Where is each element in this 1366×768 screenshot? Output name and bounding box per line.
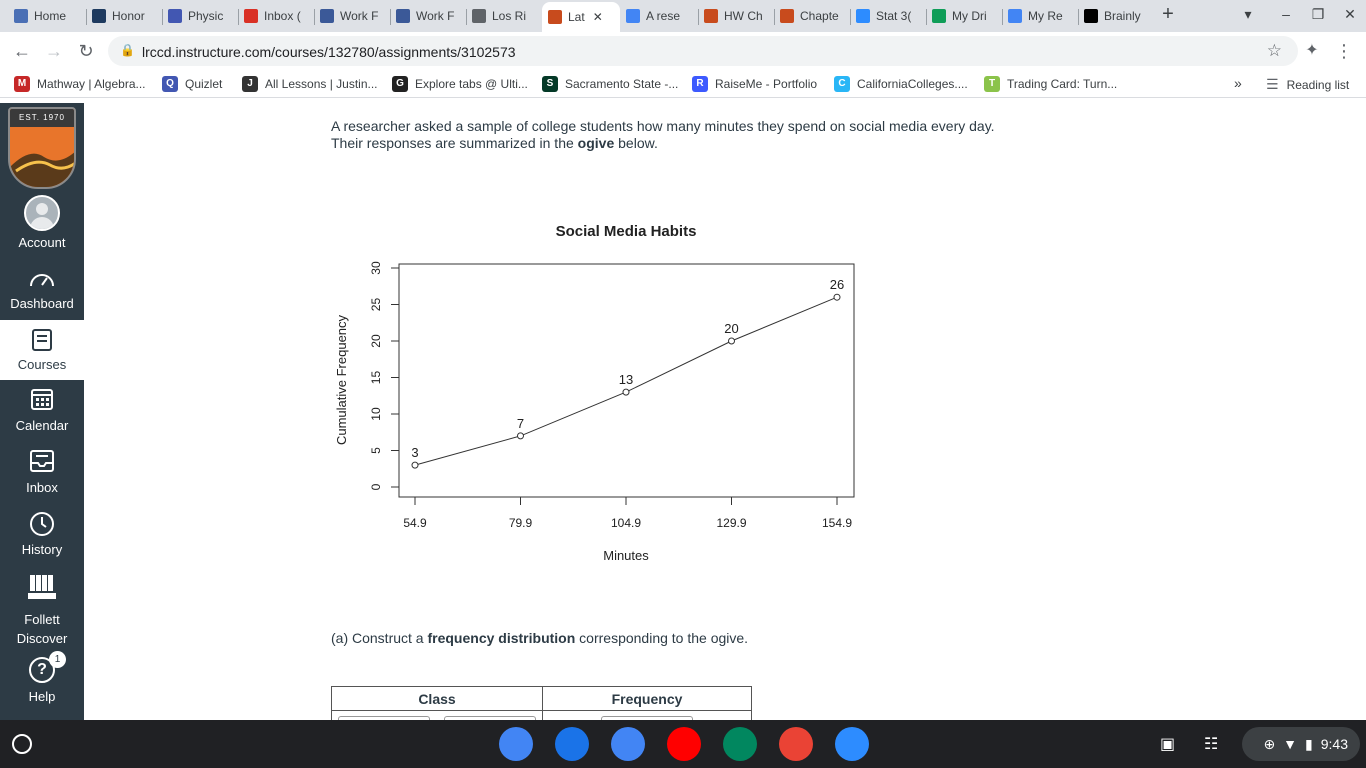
address-bar[interactable] (108, 36, 1298, 66)
tab-label: Work F (340, 9, 379, 23)
holding-space-icon[interactable]: ▣ (1160, 736, 1176, 753)
ogive-series (411, 277, 844, 468)
reading-list[interactable] (1266, 76, 1349, 93)
tab-1[interactable] (92, 4, 162, 28)
tab-12[interactable] (932, 4, 1002, 28)
nav-history[interactable] (0, 511, 84, 561)
x-tick-label: 154.9 (821, 516, 853, 530)
question-intro (331, 118, 995, 152)
bookmark-favicon-icon: G (392, 76, 408, 92)
data-point (518, 433, 524, 439)
college-logo[interactable] (8, 107, 76, 189)
tab-label: Stat 3( (876, 9, 912, 23)
help-badge: 1 (49, 651, 66, 668)
inbox-icon (29, 449, 55, 473)
nav-inbox-label: Inbox (26, 480, 58, 495)
ogive-chart (331, 208, 871, 568)
nav-help-label: Help (28, 689, 56, 704)
nav-help[interactable] (0, 654, 84, 707)
y-tick-label: 0 (369, 483, 384, 491)
y-tick-label: 15 (369, 370, 384, 385)
canvas-icon (780, 9, 794, 23)
tab-6[interactable] (472, 4, 542, 28)
tab-7[interactable] (542, 2, 620, 32)
lock-icon: 🔒 (120, 43, 135, 57)
chrome-icon[interactable] (499, 727, 533, 761)
nav-courses[interactable] (0, 320, 84, 380)
tab-separator (850, 9, 851, 25)
tab-separator (390, 9, 391, 25)
nav-account[interactable] (0, 195, 84, 253)
restore-icon[interactable]: ❐ (1311, 6, 1325, 22)
tab-separator (466, 9, 467, 25)
bookmark-label: All Lessons | Justin... (265, 77, 378, 91)
tab-5[interactable] (396, 4, 466, 28)
nav-dashboard-label: Dashboard (10, 296, 74, 311)
globe-icon (472, 9, 486, 23)
tab-label: Brainly (1104, 9, 1141, 23)
gmail-icon[interactable] (779, 727, 813, 761)
drive-icon (932, 9, 946, 23)
tab-label: My Re (1028, 9, 1063, 23)
bookmark-favicon-icon: R (692, 76, 708, 92)
books-icon (26, 573, 58, 601)
class-header: Class (332, 687, 543, 711)
bookmark-label: Quizlet (185, 77, 223, 91)
nav-history-label: History (21, 542, 63, 557)
bookmark-favicon-icon: T (984, 76, 1000, 92)
tab-label: Honor (112, 9, 145, 23)
part-a-prompt: (a) Construct a frequency distribution corresponding to the ogive. (331, 630, 749, 646)
youtube-icon[interactable] (667, 727, 701, 761)
tab-search-icon[interactable]: ▾ (1244, 6, 1252, 22)
tab-separator (926, 9, 927, 25)
y-axis-label: Cumulative Frequency (334, 314, 349, 446)
clock-time: 9:43 (1320, 736, 1348, 752)
bookmark-star-icon[interactable]: ☆ (1266, 41, 1282, 60)
reload-icon[interactable]: ↻ (78, 41, 94, 61)
extensions-icon[interactable]: ✦ (1305, 42, 1319, 59)
x-axis-label: Minutes (603, 548, 649, 563)
assignment-content (84, 103, 1366, 720)
new-tab-icon[interactable]: + (1162, 3, 1174, 25)
tab-label: Chapte (800, 9, 839, 23)
avatar-icon (24, 195, 60, 231)
bookmark-0[interactable] (14, 76, 146, 92)
battery-icon: ▮ (1305, 735, 1313, 752)
menu-icon[interactable]: ⋮ (1335, 41, 1353, 61)
reading-list-label: Reading list (1286, 77, 1350, 92)
bookmark-label: Mathway | Algebra... (37, 77, 146, 91)
launcher-icon[interactable] (12, 734, 32, 754)
tab-8[interactable] (626, 4, 696, 28)
logo-graphic (10, 127, 76, 189)
tab-label: Inbox ( (264, 9, 301, 23)
help-icon: ? 1 (29, 657, 55, 683)
tab-label: Home (34, 9, 67, 23)
docs-icon[interactable] (611, 727, 645, 761)
data-point (623, 389, 629, 395)
nav-follett-discover[interactable] (0, 573, 84, 646)
tab-separator (86, 9, 87, 25)
x-tick-label: 54.9 (403, 516, 427, 530)
bookmark-4[interactable] (542, 76, 678, 92)
calendar-icon (30, 387, 54, 411)
y-tick-label: 5 (369, 447, 384, 454)
bookmark-7[interactable] (984, 76, 1117, 92)
close-tab-icon[interactable]: ✕ (592, 10, 603, 24)
tab-4[interactable] (320, 4, 390, 28)
zoom-icon (856, 9, 870, 23)
chegg-icon (320, 9, 334, 23)
y-tick-label: 10 (369, 407, 384, 421)
tab-separator (314, 9, 315, 25)
logo-text: EST. 1970 (10, 109, 74, 127)
tab-separator (698, 9, 699, 25)
courses-icon (31, 328, 53, 352)
tab-label: Los Ri (492, 9, 527, 23)
x-axis (403, 497, 852, 530)
bookmark-label: Sacramento State -... (565, 77, 679, 91)
brainly-icon (1084, 9, 1098, 23)
nav-inbox[interactable] (0, 449, 84, 499)
tab-14[interactable] (1084, 4, 1154, 28)
data-label: 7 (516, 415, 525, 431)
tab-separator (162, 9, 163, 25)
y-tick-label: 20 (369, 334, 384, 348)
data-label: 20 (724, 321, 739, 336)
nav-calendar-label: Calendar (15, 418, 69, 433)
tab-label: Physic (188, 9, 224, 23)
data-point (412, 462, 418, 468)
bookmark-favicon-icon: C (834, 76, 850, 92)
bookmark-favicon-icon: S (542, 76, 558, 92)
browser-toolbar (0, 32, 1366, 70)
tab-9[interactable] (704, 4, 774, 28)
tab-label: My Dri (952, 9, 987, 23)
close-window-icon[interactable]: ✕ (1344, 6, 1356, 22)
bookmark-1[interactable] (162, 76, 222, 92)
tab-separator (1078, 9, 1079, 25)
x-tick-label: 79.9 (508, 516, 533, 530)
quill-icon (14, 9, 28, 23)
bookmark-favicon-icon: Q (162, 76, 178, 92)
data-point (729, 338, 735, 344)
tab-separator (774, 9, 775, 25)
clock-icon (29, 511, 55, 537)
more-bookmarks-icon[interactable]: » (1234, 75, 1242, 91)
tab-separator (1002, 9, 1003, 25)
play-store-icon[interactable] (723, 727, 757, 761)
shield-icon (92, 9, 106, 23)
tab-label: Work F (416, 9, 455, 23)
tab-13[interactable] (1008, 4, 1078, 28)
nav-account-label: Account (18, 235, 66, 250)
bookmark-label: RaiseMe - Portfolio (715, 77, 818, 91)
data-label: 3 (411, 445, 419, 461)
tab-0[interactable] (14, 4, 84, 28)
question-line-2: Their responses are summarized in the ogive below. (331, 135, 658, 151)
question-line-1: A researcher asked a sample of college students how many minutes they spend on social media every day. (331, 118, 995, 134)
y-tick-label: 30 (369, 261, 384, 275)
bookmark-favicon-icon: M (14, 76, 30, 92)
tab-separator (238, 9, 239, 25)
bookmark-favicon-icon: J (242, 76, 258, 92)
x-tick-label: 104.9 (610, 516, 642, 530)
data-label: 26 (829, 277, 845, 293)
status-tray[interactable] (1242, 727, 1360, 761)
bookmark-label: Explore tabs @ Ulti... (415, 77, 528, 91)
minimize-icon[interactable]: – (1282, 6, 1290, 22)
nav-calendar[interactable] (0, 387, 84, 437)
x-tick-label: 129.9 (716, 516, 747, 530)
bookmark-5[interactable] (692, 76, 817, 92)
gmail-icon (244, 9, 258, 23)
tab-strip (0, 0, 1366, 32)
bookmark-label: CaliforniaColleges.... (857, 77, 968, 91)
tab-11[interactable] (856, 4, 926, 28)
data-point (834, 294, 840, 300)
tab-label: A rese (646, 9, 681, 23)
data-label: 13 (618, 372, 634, 388)
quizlet-icon (168, 9, 182, 23)
y-tick-label: 25 (369, 297, 384, 312)
chart-title: Social Media Habits (555, 223, 697, 240)
tab-10[interactable] (780, 4, 850, 28)
tab-2[interactable] (168, 4, 238, 28)
back-icon[interactable]: ← (13, 41, 31, 61)
tote-icon[interactable]: ☷ (1204, 736, 1219, 753)
y-axis (369, 261, 399, 490)
chegg-icon (396, 9, 410, 23)
canvas-icon (704, 9, 718, 23)
nav-dashboard[interactable] (0, 269, 84, 319)
reading-list-icon: ☰ (1266, 76, 1279, 92)
bookmark-label: Trading Card: Turn... (1007, 77, 1118, 91)
canvas-icon (548, 10, 562, 24)
nav-follett-label: Follett Discover (16, 612, 68, 646)
docs-icon (1008, 9, 1022, 23)
bookmark-6[interactable] (834, 76, 968, 92)
url-text: lrccd.instructure.com/courses/132780/assignments/3102573 (142, 44, 516, 60)
tab-label: Lat (568, 10, 585, 24)
tab-3[interactable] (244, 4, 314, 28)
files-icon[interactable] (555, 727, 589, 761)
add-icon: ⊕ (1263, 735, 1276, 752)
os-shelf (0, 720, 1366, 768)
zoom-icon[interactable] (835, 727, 869, 761)
bookmark-3[interactable] (392, 76, 528, 92)
wifi-icon: ▼ (1283, 736, 1298, 752)
tab-label: HW Ch (724, 9, 763, 23)
forward-icon[interactable]: → (45, 41, 63, 61)
bookmarks-bar (0, 70, 1366, 98)
global-navigation (0, 103, 84, 720)
bookmark-2[interactable] (242, 76, 378, 92)
nav-courses-label: Courses (17, 357, 67, 372)
dashboard-icon (28, 269, 56, 289)
frequency-header: Frequency (543, 687, 752, 711)
google-icon (626, 9, 640, 23)
